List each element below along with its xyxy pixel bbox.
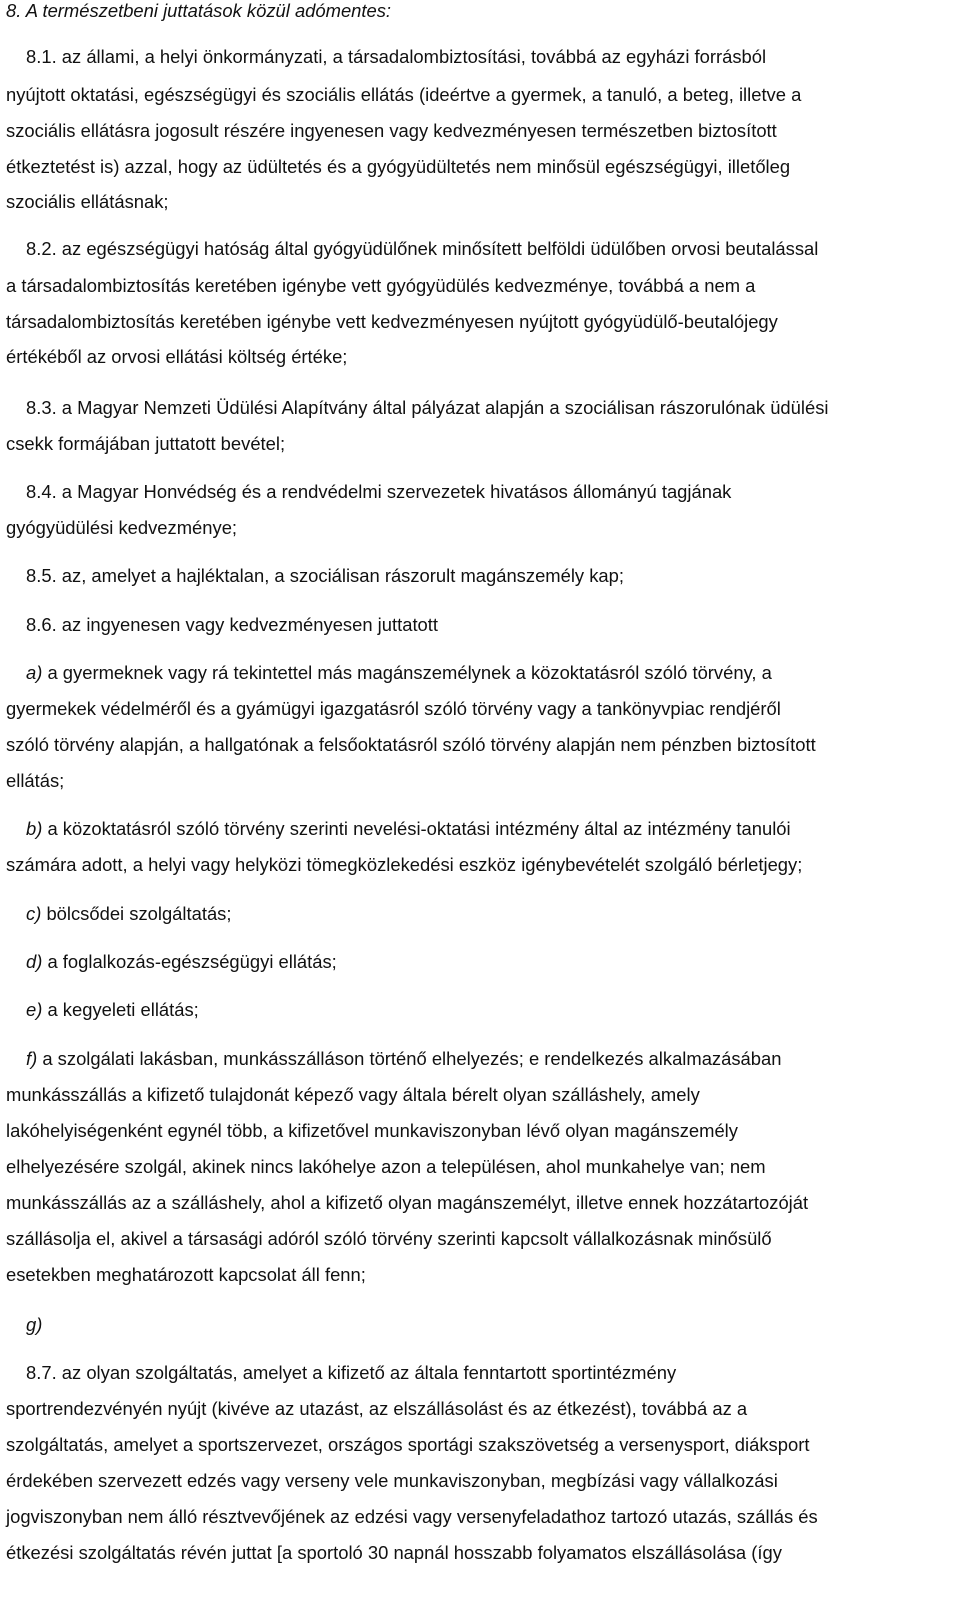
item-e-marker: e) — [26, 999, 43, 1020]
item-a-line: szóló törvény alapján, a hallgatónak a felsőoktatásról szóló törvény alapján nem pénzben biztosított — [6, 734, 816, 755]
paragraph-8-7-line: érdekében szervezett edzés vagy verseny vele munkaviszonyban, megbízási vagy vállalkozási — [6, 1470, 778, 1491]
paragraph-8-2-line: társadalombiztosítás keretében igénybe vett kedvezményesen nyújtott gyógyüdülő-beutalójegy — [6, 311, 778, 332]
paragraph-8-2-line: értékéből az orvosi ellátási költség értéke; — [6, 346, 348, 367]
item-b-line — [26, 818, 791, 840]
item-a-line: ellátás; — [6, 770, 65, 791]
item-b-marker: b) — [26, 818, 43, 839]
paragraph-8-5-line: 8.5. az, amelyet a hajléktalan, a szociálisan rászorult magánszemély kap; — [26, 565, 624, 586]
paragraph-8-7-line: szolgáltatás, amelyet a sportszervezet, országos sportági szakszövetség a versenysport, diáksport — [6, 1434, 810, 1455]
paragraph-8-7-line: sportrendezvényén nyújt (kivéve az utazást, az elszállásolást és az étkezést), továbbá az a — [6, 1398, 748, 1419]
item-b-text: a közoktatásról szóló törvény szerinti nevelési-oktatási intézmény által az intézmény tanulói — [42, 818, 791, 839]
item-d-text: a foglalkozás-egészségügyi ellátás; — [42, 951, 337, 972]
item-c-line — [26, 903, 231, 925]
paragraph-8-7-line: jogviszonyban nem álló résztvevőjének az edzési vagy versenyfeladathoz tartozó utazás, szállás és — [6, 1506, 818, 1527]
item-a-line: gyermekek védelméről és a gyámügyi igazgatásról szóló törvény vagy a tankönyvpiac rendjéről — [6, 698, 781, 719]
item-a-line — [26, 662, 772, 684]
item-c-text: bölcsődei szolgáltatás; — [41, 903, 232, 924]
paragraph-8-6-line: 8.6. az ingyenesen vagy kedvezményesen juttatott — [26, 614, 439, 635]
paragraph-8-1-line: szociális ellátásra jogosult részére ingyenesen vagy kedvezményesen természetben biztosított — [6, 120, 777, 141]
paragraph-8-7-line: 8.7. az olyan szolgáltatás, amelyet a kifizető az általa fenntartott sportintézmény — [26, 1362, 677, 1383]
paragraph-8-1-line: 8.1. az állami, a helyi önkormányzati, a társadalombiztosítási, továbbá az egyházi forrásból — [26, 46, 767, 67]
paragraph-8-4-line: 8.4. a Magyar Honvédség és a rendvédelmi szervezetek hivatásos állományú tagjának — [26, 481, 732, 502]
paragraph-8-7-line: étkezési szolgáltatás révén juttat [a sportoló 30 napnál hosszabb folyamatos elszállásolása (így — [6, 1542, 782, 1563]
paragraph-8-2-line: 8.2. az egészségügyi hatóság által gyógyüdülőnek minősített belföldi üdülőben orvosi beutalással — [26, 238, 819, 259]
item-f-line: munkásszállás az a szálláshely, ahol a kifizető olyan magánszemélyt, illetve ennek hozzátartozóját — [6, 1192, 809, 1213]
item-b-line: számára adott, a helyi vagy helyközi tömegközlekedési eszköz igénybevételét szolgáló bérletjegy; — [6, 854, 803, 875]
paragraph-8-1-line: étkeztetést is) azzal, hogy az üdültetés és a gyógyüdültetés nem minősül egészségügyi, illetőleg — [6, 156, 791, 177]
paragraph-8-1-line: nyújtott oktatási, egészségügyi és szociális ellátás (ideértve a gyermek, a tanuló, a beteg, illetve a — [6, 84, 802, 105]
paragraph-8-4-line: gyógyüdülési kedvezménye; — [6, 517, 238, 538]
item-d-line — [26, 951, 337, 973]
item-e-line — [26, 999, 199, 1021]
item-f-line: munkásszállás a kifizető tulajdonát képező vagy általa bérelt olyan szálláshely, amely — [6, 1084, 700, 1105]
item-c-marker: c) — [26, 903, 42, 924]
item-f-line: lakóhelyiségenként egynél több, a kifizetővel munkaviszonyban lévő olyan magánszemély — [6, 1120, 738, 1141]
item-a-text: a gyermeknek vagy rá tekintettel más magánszemélynek a közoktatásról szóló törvény, a — [42, 662, 772, 683]
item-f-marker: f) — [26, 1048, 38, 1069]
item-f-text: a szolgálati lakásban, munkásszálláson történő elhelyezés; e rendelkezés alkalmazásában — [37, 1048, 782, 1069]
item-f-line: szállásolja el, akivel a társasági adóról szóló törvény szerinti kapcsolt vállalkozásnak minősülő — [6, 1228, 772, 1249]
paragraph-8-3-line: csekk formájában juttatott bevétel; — [6, 433, 286, 454]
item-f-line: esetekben meghatározott kapcsolat áll fenn; — [6, 1264, 366, 1285]
section-heading: 8. A természetbeni juttatások közül adómentes: — [6, 0, 392, 21]
paragraph-8-2-line: a társadalombiztosítás keretében igénybe vett gyógyüdülés kedvezménye, továbbá a nem a — [6, 275, 756, 296]
paragraph-8-1-line: szociális ellátásnak; — [6, 191, 169, 212]
item-f-line — [26, 1048, 781, 1070]
item-e-text: a kegyeleti ellátás; — [42, 999, 199, 1020]
item-d-marker: d) — [26, 951, 43, 972]
item-f-line: elhelyezésére szolgál, akinek nincs lakóhelye azon a településen, ahol munkahelye van; nem — [6, 1156, 766, 1177]
item-a-marker: a) — [26, 662, 43, 683]
item-g-marker: g) — [26, 1314, 43, 1335]
paragraph-8-3-line: 8.3. a Magyar Nemzeti Üdülési Alapítvány által pályázat alapján a szociálisan rászorulónak üdülési — [26, 397, 829, 418]
